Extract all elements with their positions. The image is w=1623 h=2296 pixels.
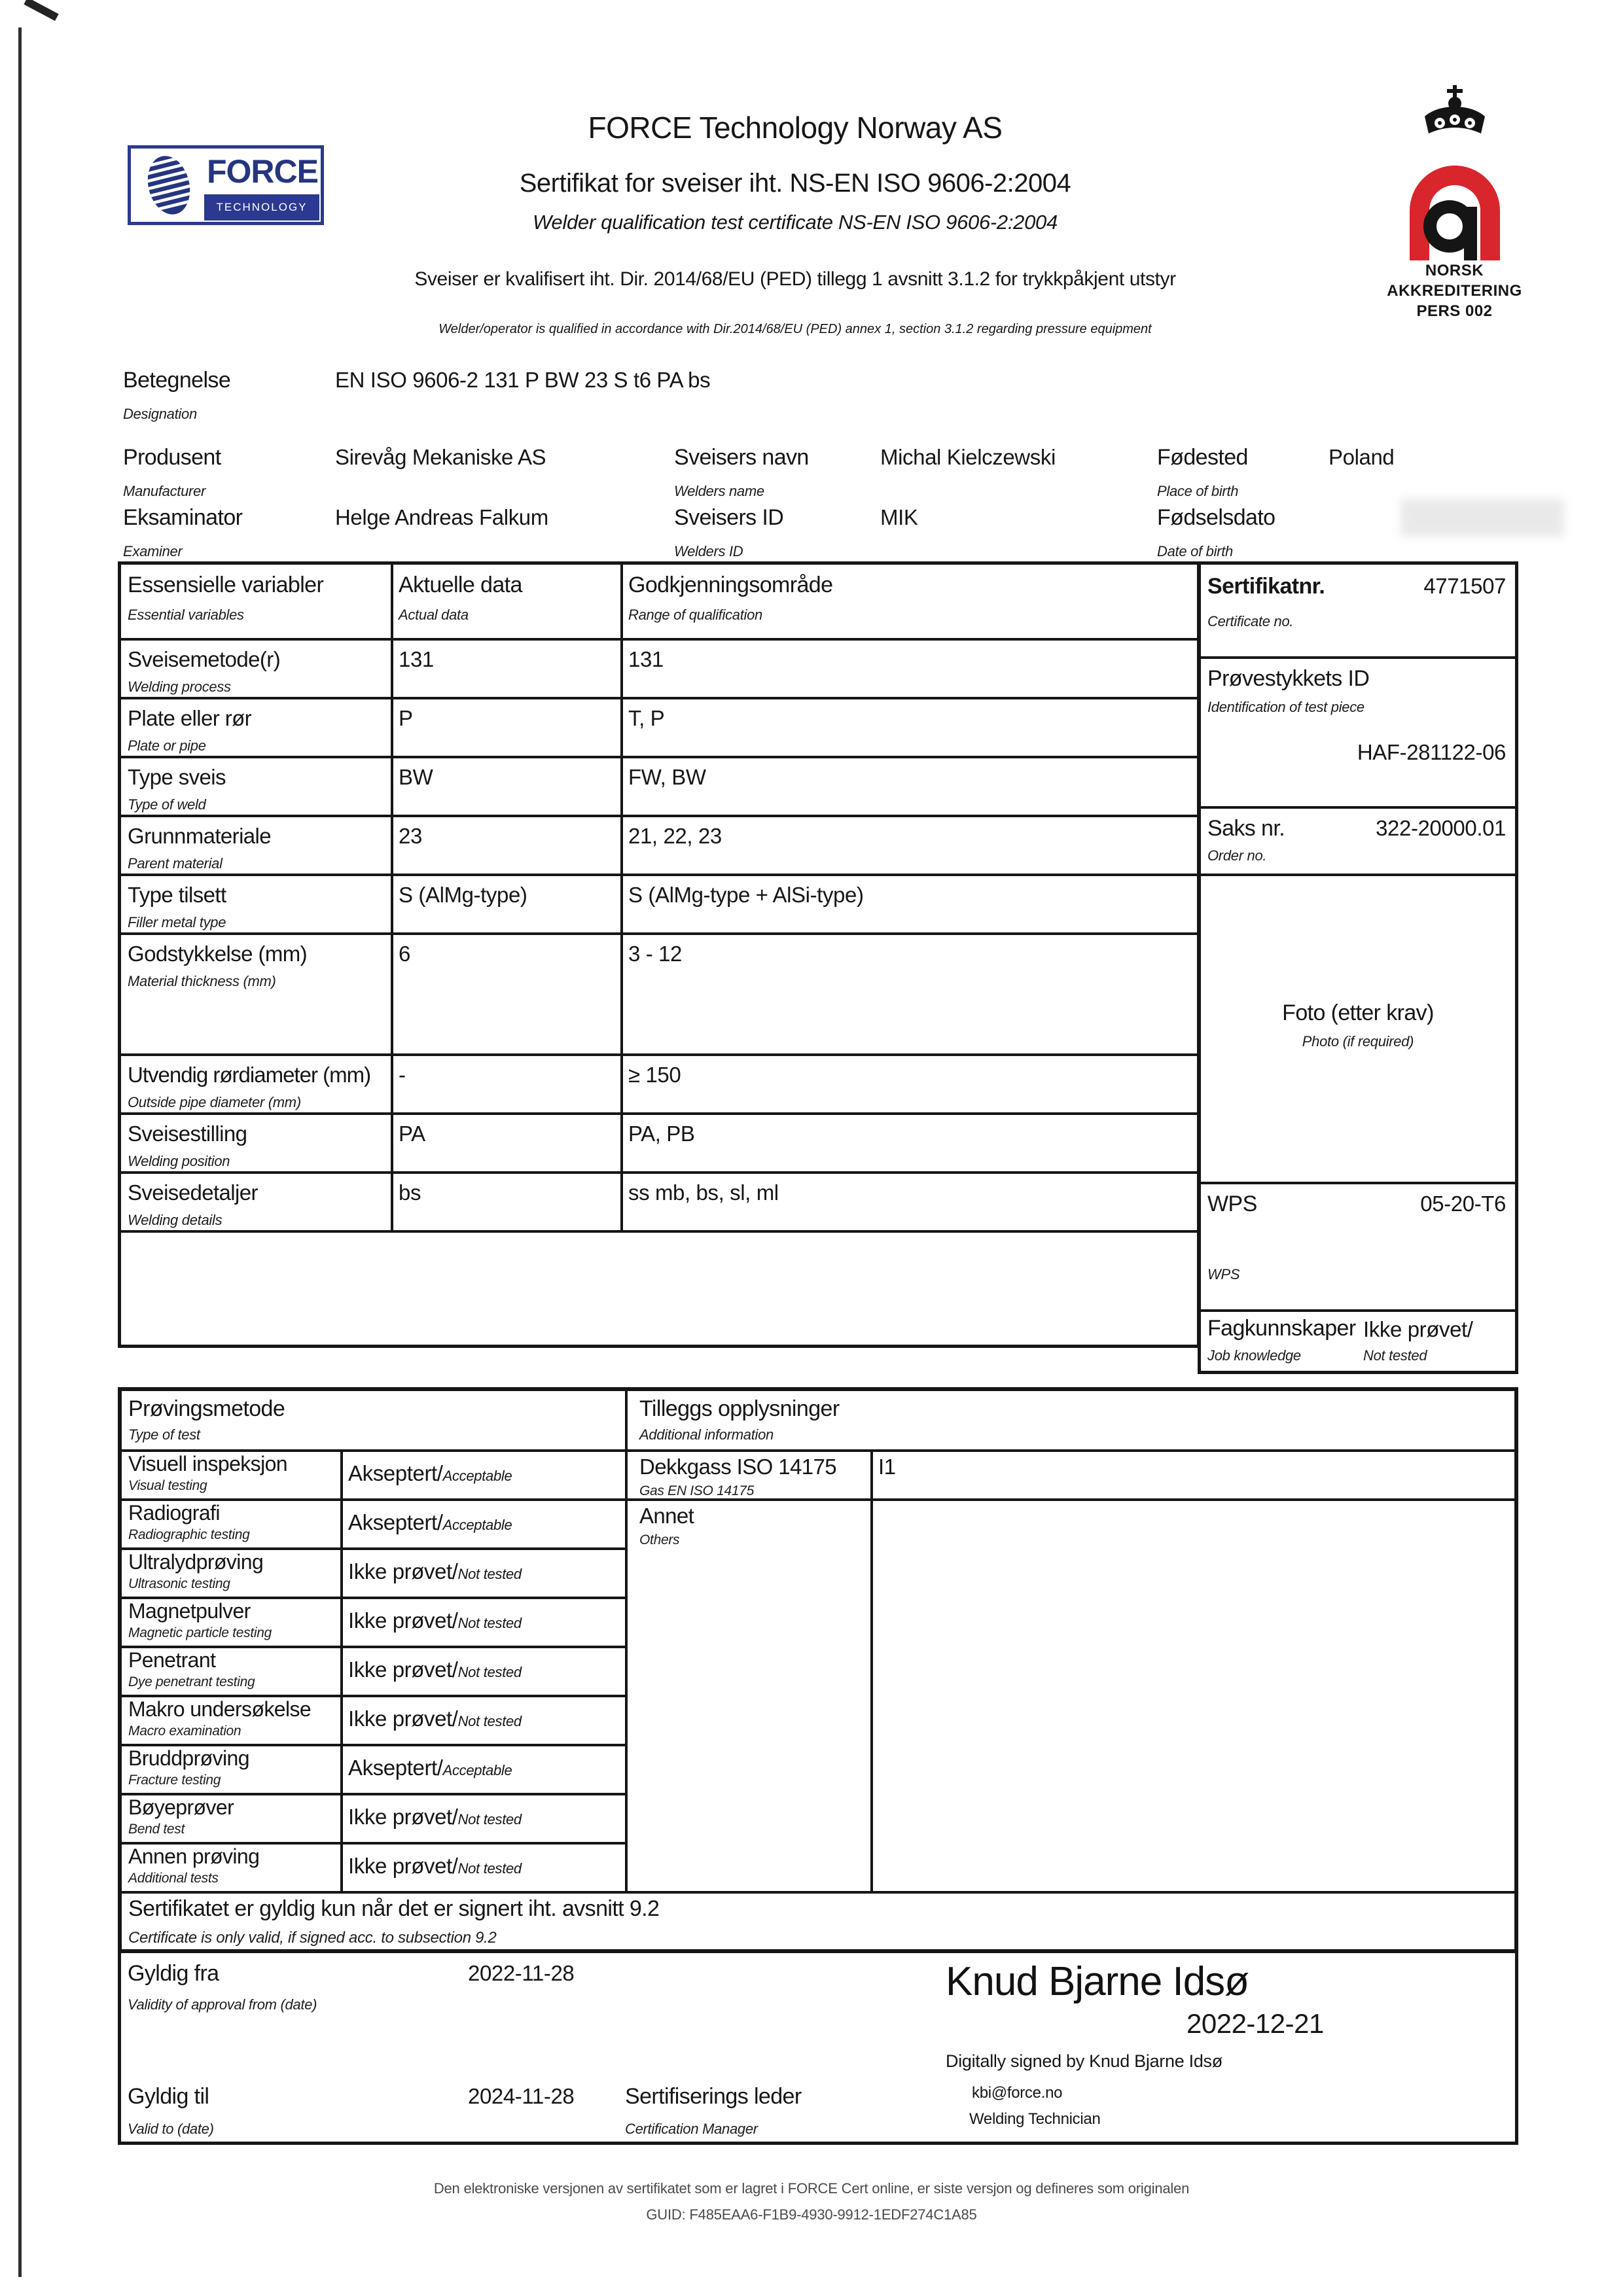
row-label-en: Plate or pipe — [128, 737, 206, 754]
test-piece-id-label-en: Identification of test piece — [1207, 699, 1364, 715]
type-of-test-header-en: Type of test — [128, 1426, 200, 1443]
test-row-label: Bøyeprøver — [128, 1795, 234, 1819]
row-label: Sveisedetaljer — [128, 1180, 258, 1205]
digital-signature-date: 2022-12-21 — [1186, 2008, 1324, 2039]
job-knowledge-value-en: Not tested — [1363, 1347, 1427, 1364]
test-row-label-en: Magnetic particle testing — [128, 1625, 272, 1640]
test-row-label: Visuell inspeksjon — [128, 1452, 287, 1475]
test-piece-id-label: Prøvestykkets ID — [1207, 666, 1370, 691]
order-no-label-en: Order no. — [1207, 847, 1267, 864]
row-actual: bs — [399, 1180, 421, 1205]
test-row-result: Ikke prøvet/Not tested — [348, 1608, 522, 1633]
manufacturer-value: Sirevåg Mekaniske AS — [335, 445, 546, 469]
test-row-label-en: Fracture testing — [128, 1773, 221, 1788]
force-logo-technology-bar: TECHNOLOGY — [204, 194, 319, 221]
shielding-gas-label-en: Gas EN ISO 14175 — [639, 1483, 754, 1498]
row-range: PA, PB — [628, 1122, 695, 1146]
welders-name-value: Michal Kielczewski — [880, 445, 1056, 469]
force-logo-wordmark: FORCE — [207, 153, 318, 190]
certificate-title: Sertifikat for sveiser iht. NS-EN ISO 9606-2:2004 — [519, 169, 1071, 198]
certificate-no-value: 4771507 — [1423, 574, 1506, 598]
valid-from-value: 2022-11-28 — [468, 1961, 575, 1985]
test-row-label-en: Radiographic testing — [128, 1527, 250, 1542]
wps-label-en: WPS — [1207, 1266, 1240, 1282]
examiner-value: Helge Andreas Falkum — [335, 505, 548, 529]
job-knowledge-label: Fagkunnskaper — [1207, 1316, 1356, 1341]
job-knowledge-value: Ikke prøvet/ — [1363, 1317, 1473, 1341]
row-actual: - — [399, 1063, 406, 1087]
row-label: Sveisestilling — [128, 1122, 247, 1146]
force-logo — [128, 145, 324, 225]
footer-guid: GUID: F485EAA6-F1B9-4930-9912-1EDF274C1A85 — [646, 2206, 977, 2223]
essential-variables-header: Essensielle variabler — [128, 573, 324, 597]
wps-label: WPS — [1207, 1192, 1257, 1216]
designation-value: EN ISO 9606-2 131 P BW 23 S t6 PA bs — [335, 368, 711, 392]
digitally-signed-by-line: Digitally signed by Knud Bjarne Idsø — [946, 2051, 1222, 2071]
welders-name-label-en: Welders name — [674, 483, 764, 499]
job-knowledge-label-en: Job knowledge — [1207, 1347, 1301, 1364]
type-of-test-header: Prøvingsmetode — [128, 1396, 285, 1421]
redacted-birthdate-smudge — [1400, 499, 1564, 537]
certificate-no-label: Sertifikatnr. — [1207, 574, 1325, 599]
test-row-label: Ultralydprøving — [128, 1550, 264, 1574]
row-range: ≥ 150 — [628, 1063, 681, 1087]
essential-variables-table — [118, 561, 1200, 1348]
additional-info-header: Tilleggs opplysninger — [639, 1396, 840, 1421]
test-row-label-en: Visual testing — [128, 1478, 207, 1493]
test-row-label: Makro undersøkelse — [128, 1697, 312, 1721]
shielding-gas-label: Dekkgass ISO 14175 — [639, 1455, 837, 1479]
ped-qualification-line: Sveiser er kvalifisert iht. Dir. 2014/68/EU (PED) tillegg 1 avsnitt 3.1.2 for trykkpåkjent utstyr — [414, 268, 1176, 290]
signer-title: Welding Technician — [969, 2110, 1101, 2128]
row-range: FW, BW — [628, 765, 706, 789]
test-methods-table — [118, 1387, 1518, 1953]
welders-id-value: MIK — [880, 505, 918, 529]
certification-manager-label-en: Certification Manager — [625, 2121, 758, 2137]
certificate-title-en: Welder qualification test certificate NS-EN ISO 9606-2:2004 — [533, 211, 1058, 234]
manufacturer-label-en: Manufacturer — [123, 483, 206, 499]
validity-statement: Sertifikatet er gyldig kun når det er signert iht. avsnitt 9.2 — [128, 1896, 660, 1921]
test-row-label-en: Dye penetrant testing — [128, 1674, 255, 1689]
examiner-label-en: Examiner — [123, 543, 183, 559]
designation-label: Betegnelse — [123, 368, 231, 393]
row-label: Grunnmateriale — [128, 824, 272, 848]
welders-id-label: Sveisers ID — [674, 505, 784, 530]
place-of-birth-label-en: Place of birth — [1157, 483, 1239, 499]
row-label: Plate eller rør — [128, 706, 252, 730]
ped-qualification-line-en: Welder/operator is qualified in accordance with Dir.2014/68/EU (PED) annex 1, section 3.1.2 regarding pressure equipment — [438, 322, 1152, 336]
certification-manager-label: Sertifiserings leder — [625, 2084, 802, 2109]
test-row-result: Ikke prøvet/Not tested — [348, 1559, 522, 1583]
row-range: ss mb, bs, sl, ml — [628, 1180, 779, 1205]
row-label: Sveisemetode(r) — [128, 647, 281, 671]
actual-data-header: Aktuelle data — [399, 573, 522, 597]
test-row-result: Ikke prøvet/Not tested — [348, 1657, 522, 1682]
test-row-label-en: Additional tests — [128, 1871, 219, 1886]
valid-to-label: Gyldig til — [128, 2084, 209, 2109]
test-row-label: Magnetpulver — [128, 1599, 251, 1623]
row-label: Type sveis — [128, 765, 226, 789]
row-label-en: Type of weld — [128, 796, 206, 813]
row-label-en: Filler metal type — [128, 914, 226, 930]
row-range: 3 - 12 — [628, 942, 682, 966]
accreditation-name-line2: AKKREDITERING — [1387, 282, 1522, 300]
crown-icon — [1421, 85, 1489, 147]
digital-signature-name: Knud Bjarne Idsø — [946, 1959, 1249, 2004]
order-no-value: 322-20000.01 — [1376, 816, 1506, 840]
row-actual: P — [399, 706, 413, 730]
essential-variables-header-en: Essential variables — [128, 607, 244, 623]
test-row-label-en: Ultrasonic testing — [128, 1576, 230, 1591]
row-actual: 131 — [399, 647, 434, 671]
row-label-en: Material thickness (mm) — [128, 973, 276, 989]
valid-to-label-en: Valid to (date) — [128, 2121, 214, 2137]
certificate-no-label-en: Certificate no. — [1207, 613, 1294, 629]
row-range: 131 — [628, 647, 664, 671]
row-label: Type tilsett — [128, 883, 226, 907]
test-row-label-en: Macro examination — [128, 1723, 241, 1739]
photo-placeholder-label: Foto (etter krav) — [1282, 1000, 1434, 1025]
date-of-birth-label: Fødselsdato — [1157, 505, 1275, 530]
row-actual: PA — [399, 1122, 425, 1146]
row-actual: BW — [399, 765, 433, 789]
designation-label-en: Designation — [123, 406, 197, 422]
test-row-label: Annen prøving — [128, 1845, 260, 1868]
valid-from-label: Gyldig fra — [128, 1961, 219, 1986]
test-row-label: Penetrant — [128, 1648, 216, 1672]
scan-corner-mark — [24, 0, 58, 21]
row-label-en: Welding position — [128, 1153, 230, 1169]
test-row-result: Akseptert/Acceptable — [348, 1510, 512, 1534]
test-row-result: Akseptert/Acceptable — [348, 1756, 512, 1780]
row-range: 21, 22, 23 — [628, 824, 722, 848]
row-label: Godstykkelse (mm) — [128, 942, 308, 966]
test-row-result: Ikke prøvet/Not tested — [348, 1805, 522, 1829]
validity-statement-en: Certificate is only valid, if signed acc. to subsection 9.2 — [128, 1929, 497, 1947]
shielding-gas-value: I1 — [878, 1455, 896, 1479]
test-row-label: Bruddprøving — [128, 1746, 249, 1770]
test-row-result: Ikke prøvet/Not tested — [348, 1854, 522, 1878]
wps-value: 05-20-T6 — [1420, 1192, 1506, 1216]
test-row-result: Ikke prøvet/Not tested — [348, 1706, 522, 1731]
date-of-birth-label-en: Date of birth — [1157, 543, 1233, 559]
row-actual: 6 — [399, 942, 410, 966]
order-no-label: Saks nr. — [1207, 816, 1285, 841]
actual-data-header-en: Actual data — [399, 607, 469, 623]
place-of-birth-label: Fødested — [1157, 445, 1248, 470]
force-logo-globe-icon — [135, 151, 203, 219]
row-label-en: Parent material — [128, 855, 223, 872]
validity-signature-block — [118, 1953, 1518, 2145]
accreditation-name-line1: NORSK — [1425, 262, 1484, 279]
accreditation-arch-icon — [1402, 148, 1507, 260]
welders-name-label: Sveisers navn — [674, 445, 809, 470]
test-row-result: Akseptert/Acceptable — [348, 1461, 512, 1485]
row-range: S (AlMg-type + AlSi-type) — [628, 883, 864, 907]
row-label-en: Outside pipe diameter (mm) — [128, 1094, 301, 1110]
accreditation-logo — [1368, 85, 1541, 327]
row-label: Utvendig rørdiameter (mm) — [128, 1063, 371, 1087]
accreditation-id: PERS 002 — [1416, 302, 1493, 320]
scan-edge-line — [18, 27, 22, 2277]
test-row-label-en: Bend test — [128, 1822, 185, 1837]
valid-from-label-en: Validity of approval from (date) — [128, 1996, 317, 2013]
page-title: FORCE Technology Norway AS — [588, 111, 1003, 145]
others-label-en: Others — [639, 1532, 680, 1547]
range-of-qualification-header-en: Range of qualification — [628, 607, 762, 623]
others-label: Annet — [639, 1504, 694, 1528]
certificate-info-column — [1198, 561, 1518, 1374]
row-range: T, P — [628, 706, 665, 730]
row-actual: 23 — [399, 824, 422, 848]
place-of-birth-value: Poland — [1329, 445, 1395, 469]
valid-to-value: 2024-11-28 — [468, 2084, 575, 2108]
row-label-en: Welding process — [128, 679, 231, 695]
photo-placeholder-label-en: Photo (if required) — [1302, 1033, 1414, 1050]
range-of-qualification-header: Godkjenningsområde — [628, 573, 833, 597]
manufacturer-label: Produsent — [123, 445, 221, 470]
row-actual: S (AlMg-type) — [399, 883, 527, 907]
row-label-en: Welding details — [128, 1212, 223, 1228]
signer-email: kbi@force.no — [972, 2084, 1063, 2102]
test-piece-id-value: HAF-281122-06 — [1357, 740, 1506, 764]
test-row-label: Radiografi — [128, 1501, 220, 1525]
additional-info-header-en: Additional information — [639, 1426, 774, 1443]
footer-original-statement: Den elektroniske versjonen av sertifikatet som er lagret i FORCE Cert online, er siste versjon og defineres som originalen — [433, 2180, 1190, 2197]
welders-id-label-en: Welders ID — [674, 543, 743, 559]
examiner-label: Eksaminator — [123, 505, 243, 530]
